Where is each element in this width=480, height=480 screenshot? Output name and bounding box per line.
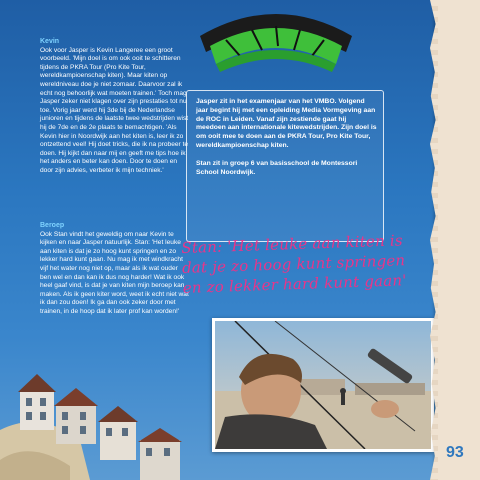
kite-image [196,6,356,74]
info-box [196,98,378,186]
kevin-heading: Kevin [40,38,60,45]
pull-quote: Stan: 'Het leuke aan kiten is dat je zo hoog kunt springen en zo lekker hard kunt gaan' [181,231,407,297]
photo-illustration [215,321,431,449]
beach-houses-image [0,370,210,480]
kevin-body: Ook voor Jasper is Kevin Langeree een groot voorbeeld. 'Mijn doel is om ook ooit te schitteren tijdens de PKRA Tour (Pro Kite Tour, wereldkampioenschap kiten). Maar kiten op wereldniveau doe je niet zomaar. Daarvoor zal ik echt nog behoorlijk wat moeten trainen.' Toch mag Jasper zeker niet klagen over zijn prestaties tot nu toe. Vorig jaar werd hij 3de bij de Nederlandse junioren en tijdens de laatste twee wedstrijden wist hij de 7de en de 2e plaats te bemachtigen. 'Als Kevin hier in Noordwijk aan het kiten is, leer ik zo ontzettend veel! Hij doet tricks, die ik na probeer te doen. Hij kijkt dan naar mij en geeft me tips hoe ik het anders en beter kan doen. Door te doen en door zijn advies, verbeter ik mijn techniek.' [40,46,189,174]
photo-stan-kite [212,318,434,452]
page-number: 93 [446,444,464,461]
beroep-body: Ook Stan vindt het geweldig om naar Kevin te kijken en naar Jasper natuurlijk. Stan: 'Het leuke aan kiten is dat je zo hoog kunt springen en zo lekker hard kunt gaan. Nu mag ik met windkracht vijf het water nog niet op, maar als ik wat ouder ben wel en dan kan ik dus nog harder! Wat ik ook heel gaaf vind, is dat je van kiten mijn beroep kan maken. Als ik geen kiter word, weet ik echt niet wat ik dan zou doen! Ik ga dan ook zeker door met trainen, in de hoop dat ik later prof kan worden!' [40,230,189,315]
info-paragraph-2: Stan zit in groep 6 van basisschool de Montessori School Noordwijk. [196,159,358,176]
info-paragraph-1: Jasper zit in het examenjaar van het VMBO. Volgend jaar begint hij met een opleiding Media Vormgeving aan de ROC in Leiden. Vanaf zijn zestiende gaat hij meedoen aan internationale kitewedstrijden. Zijn doel is om ooit mee te doen aan de PKRA Tour, Pro Kite Tour, wereldkampioenschap kiten. [196,98,377,149]
beroep-section [40,222,190,317]
kevin-section [40,38,190,176]
paper-edge-decoration [436,0,480,480]
beroep-heading: Beroep [40,222,65,229]
